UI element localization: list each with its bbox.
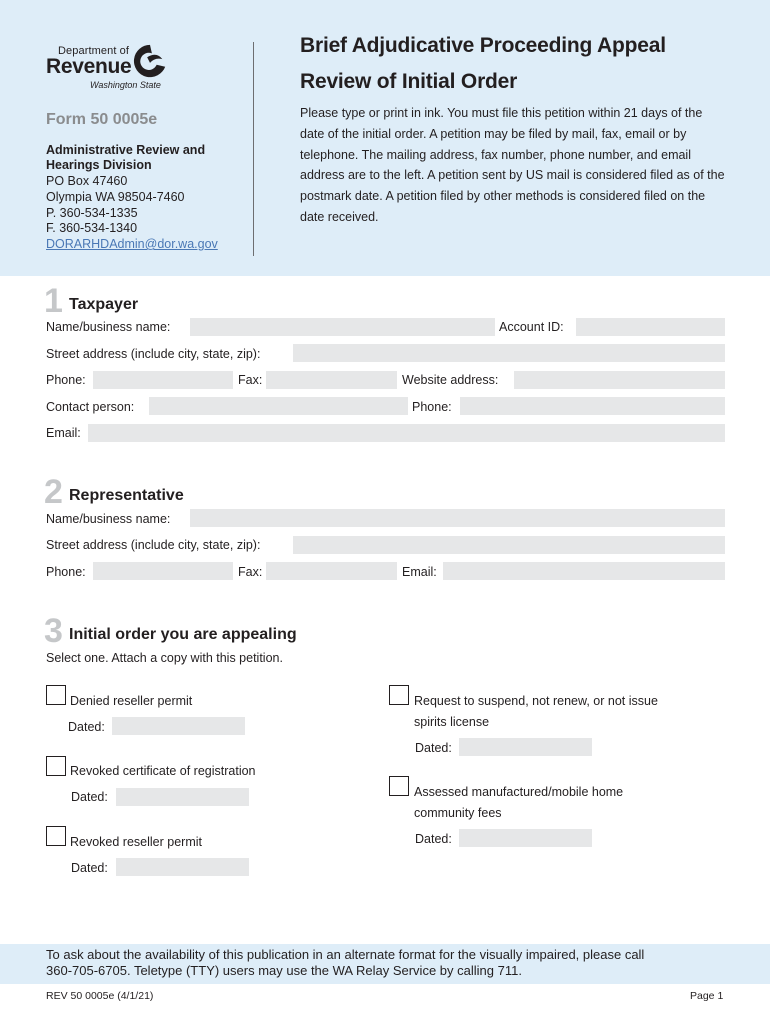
taxpayer-contact-phone-input[interactable] — [460, 397, 725, 415]
section-3-instruction: Select one. Attach a copy with this petition. — [46, 651, 283, 665]
spirits-license-checkbox[interactable] — [389, 685, 409, 705]
denied-reseller-label: Denied reseller permit — [70, 694, 193, 708]
section-3-number: 3 — [44, 612, 63, 650]
spirits-license-label-line2: spirits license — [414, 715, 490, 729]
section-2-number: 2 — [44, 473, 63, 511]
dor-logo-icon — [131, 42, 169, 80]
division-name-line2: Hearings Division — [46, 158, 152, 172]
accessibility-notice-line2: 360-705-6705. Teletype (TTY) users may use the WA Relay Service by calling 711. — [46, 963, 522, 978]
section-1-title: Taxpayer — [69, 296, 139, 313]
denied-reseller-date-input[interactable] — [112, 717, 245, 735]
contact-po-box: PO Box 47460 — [46, 174, 128, 188]
accessibility-notice — [46, 947, 736, 979]
taxpayer-contact-input[interactable] — [149, 397, 408, 415]
taxpayer-phone-input[interactable] — [93, 371, 233, 389]
form-title-line1: Brief Adjudicative Proceeding Appeal — [300, 34, 666, 57]
revoked-certificate-date-input[interactable] — [116, 788, 249, 806]
rep-name-label: Name/business name: — [46, 512, 171, 526]
taxpayer-website-input[interactable] — [514, 371, 725, 389]
revoked-reseller-dated-label: Dated: — [71, 861, 108, 875]
section-1-number: 1 — [44, 282, 63, 320]
header-divider — [253, 42, 254, 256]
rep-phone-label: Phone: — [46, 565, 86, 579]
accessibility-notice-line1: To ask about the availability of this publication in an alternate format for the visually impaired, please call — [46, 947, 645, 962]
intro-paragraph: Please type or print in ink. You must file this petition within 21 days of the date of the initial order. A petition may be filed by mail, fax, email or by telephone. The mailing address, fax number, phone number, and email address are to the left. A petition sent by US mail is considered filed as of the postmark date. A petition filed by other methods is considered filed on the date received. — [300, 106, 725, 224]
revoked-certificate-label: Revoked certificate of registration — [70, 764, 256, 778]
taxpayer-account-label: Account ID: — [499, 320, 564, 334]
taxpayer-phone-label: Phone: — [46, 373, 86, 387]
taxpayer-street-label: Street address (include city, state, zip): — [46, 347, 261, 361]
revoked-reseller-label: Revoked reseller permit — [70, 835, 202, 849]
rep-phone-input[interactable] — [93, 562, 233, 580]
mobile-home-fees-checkbox[interactable] — [389, 776, 409, 796]
rep-name-input[interactable] — [190, 509, 725, 527]
revoked-certificate-checkbox[interactable] — [46, 756, 66, 776]
taxpayer-contact-label: Contact person: — [46, 400, 135, 414]
denied-reseller-dated-label: Dated: — [68, 720, 105, 734]
taxpayer-fax-input[interactable] — [266, 371, 397, 389]
section-2-title: Representative — [69, 487, 184, 504]
mobile-home-fees-label-line1: Assessed manufactured/mobile home — [414, 785, 624, 799]
rep-email-input[interactable] — [443, 562, 725, 580]
spirits-license-date-input[interactable] — [459, 738, 592, 756]
spirits-license-dated-label: Dated: — [415, 741, 452, 755]
page-number: Page 1 — [690, 990, 724, 1002]
rep-street-label: Street address (include city, state, zip): — [46, 538, 261, 552]
logo-state-text: Washington State — [90, 80, 161, 90]
logo-revenue-text: Revenue — [46, 55, 132, 78]
logo-department-text: Department of — [58, 45, 130, 57]
revoked-reseller-checkbox[interactable] — [46, 826, 66, 846]
mobile-home-fees-label-line2: community fees — [414, 806, 502, 820]
taxpayer-website-label: Website address: — [402, 373, 499, 387]
rep-fax-label: Fax: — [238, 565, 263, 579]
spirits-license-label-line1: Request to suspend, not renew, or not issue — [414, 694, 658, 708]
taxpayer-fax-label: Fax: — [238, 373, 263, 387]
taxpayer-email-input[interactable] — [88, 424, 725, 442]
contact-email-link[interactable]: DORARHDAdmin@dor.wa.gov — [46, 237, 218, 251]
rep-fax-input[interactable] — [266, 562, 397, 580]
form-title-line2: Review of Initial Order — [300, 70, 518, 93]
mobile-home-fees-date-input[interactable] — [459, 829, 592, 847]
taxpayer-name-label: Name/business name: — [46, 320, 171, 334]
division-name-line1: Administrative Review and — [46, 143, 206, 157]
form-revision-code: REV 50 0005e (4/1/21) — [46, 990, 154, 1002]
taxpayer-contact-phone-label: Phone: — [412, 400, 452, 414]
taxpayer-name-input[interactable] — [190, 318, 495, 336]
rep-email-label: Email: — [402, 565, 437, 579]
mobile-home-fees-dated-label: Dated: — [415, 832, 452, 846]
denied-reseller-checkbox[interactable] — [46, 685, 66, 705]
contact-phone: P. 360-534-1335 — [46, 206, 138, 220]
contact-city: Olympia WA 98504-7460 — [46, 190, 185, 204]
contact-fax: F. 360-534-1340 — [46, 221, 138, 235]
taxpayer-account-input[interactable] — [576, 318, 725, 336]
revoked-reseller-date-input[interactable] — [116, 858, 249, 876]
section-3-title: Initial order you are appealing — [69, 626, 297, 643]
form-number: Form 50 0005e — [46, 111, 158, 128]
taxpayer-email-label: Email: — [46, 426, 81, 440]
taxpayer-street-input[interactable] — [293, 344, 725, 362]
rep-street-input[interactable] — [293, 536, 725, 554]
revoked-certificate-dated-label: Dated: — [71, 790, 108, 804]
